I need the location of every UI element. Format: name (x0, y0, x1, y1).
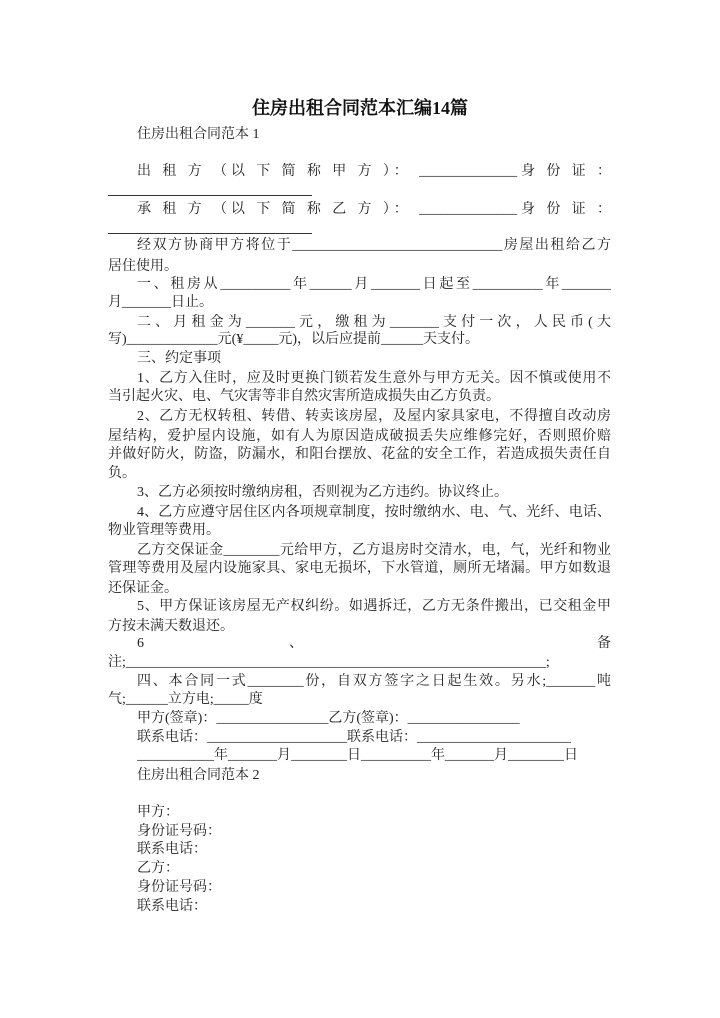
tenant-line: 承 租 方 （以 下 简 称 乙 方 ）： ______________身 份 证 ： (137, 202, 611, 217)
paragraph-line: 管理等费用及屋内设施家具、家电无损坏，下水管道，厕所无堵漏。甲方如数退 (108, 561, 611, 576)
paragraph-line: 3、乙方必须按时缴纳房租，否则视为乙方违约。协议终止。 (137, 485, 508, 500)
landlord-id-blank (108, 195, 312, 196)
paragraph-line: 气;______立方电;_____度 (108, 692, 263, 707)
phone-line: 联系电话：____________________联系电话：______________________ (137, 730, 571, 745)
paragraph-line: 居住使用。 (108, 259, 178, 274)
paragraph-line: 月_______日止。 (108, 295, 213, 310)
paragraph-line: 方按未满天数退还。 (108, 619, 234, 634)
paragraph-line: 一、租房从__________年______月_______日起至__________年_______ (137, 277, 611, 292)
paragraph-line: 2、乙方无权转租、转借、转卖该房屋，及屋内家具家电，不得擅自改动房 (137, 409, 611, 424)
remarks-line: 注;____________________________________________________________; (108, 655, 550, 670)
paragraph-line: 并做好防火，防盗，防漏水，和阳台摆放、花盆的安全工作，若造成损失责任自 (108, 447, 611, 462)
paragraph-line: 四、本合同一式________份，自双方签字之日起生效。另水;_______吨 (137, 674, 611, 689)
paragraph-line: 5、甲方保证该房屋无产权纠纷。如遇拆迁，乙方无条件搬出，已交租金甲 (137, 599, 611, 614)
paragraph-line: 物业管理等费用。 (108, 523, 220, 538)
section-heading-1: 住房出租合同范本 1 (137, 127, 260, 142)
section-heading-2: 住房出租合同范本 2 (137, 768, 260, 783)
date-line: ___________年_______月________日__________年_______月________日 (137, 748, 578, 763)
party-a-id-label: 身份证号码： (137, 824, 221, 839)
paragraph-line: 1、乙方入住时，应及时更换门锁若发生意外与甲方无关。因不慎或使用不 (137, 371, 611, 386)
paragraph-line: 当引起火灾、电、气灾害等非自然灾害所造成损失由乙方负责。 (108, 389, 500, 404)
signature-line: 甲方(签章)：________________乙方(签章)：________________ (137, 711, 520, 726)
party-b-label: 乙方： (137, 861, 179, 876)
paragraph-line: 还保证金。 (108, 581, 178, 596)
party-b-id-label: 身份证号码： (137, 880, 221, 895)
paragraph-line: 4、乙方应遵守居住区内各项规章制度，按时缴纳水、电、气、光纤、电话、 (137, 505, 611, 520)
paragraph-line: 经双方协商甲方将位于______________________________房屋出租给乙方 (137, 238, 611, 253)
document-title: 住房出租合同范本汇编14篇 (252, 98, 468, 118)
section-heading: 三、约定事项 (137, 351, 221, 366)
paragraph-line: 屋结构，爱护屋内设施，如有人为原因造成破损丢失应维修完好，否则照价赔 (108, 429, 611, 444)
landlord-line: 出 租 方 （以 下 简 称 甲 方 ）： ______________身 份 证 ： (137, 164, 611, 179)
paragraph-line: 乙方交保证金________元给甲方，乙方退房时交清水，电，气，光纤和物业 (137, 543, 611, 558)
tenant-id-blank (108, 233, 312, 234)
paragraph-line: 负。 (108, 466, 136, 481)
paragraph-line: 6、 备 (137, 636, 611, 651)
party-b-phone-label: 联系电话： (137, 899, 207, 914)
party-a-label: 甲方： (137, 805, 179, 820)
paragraph-line: 二、月租金为_______元，缴租为_______支付一次，人民币(大 (137, 315, 611, 330)
paragraph-line: 写)_____________元(¥_____元)，以后应提前______天支付。 (108, 332, 479, 347)
party-a-phone-label: 联系电话： (137, 842, 207, 857)
